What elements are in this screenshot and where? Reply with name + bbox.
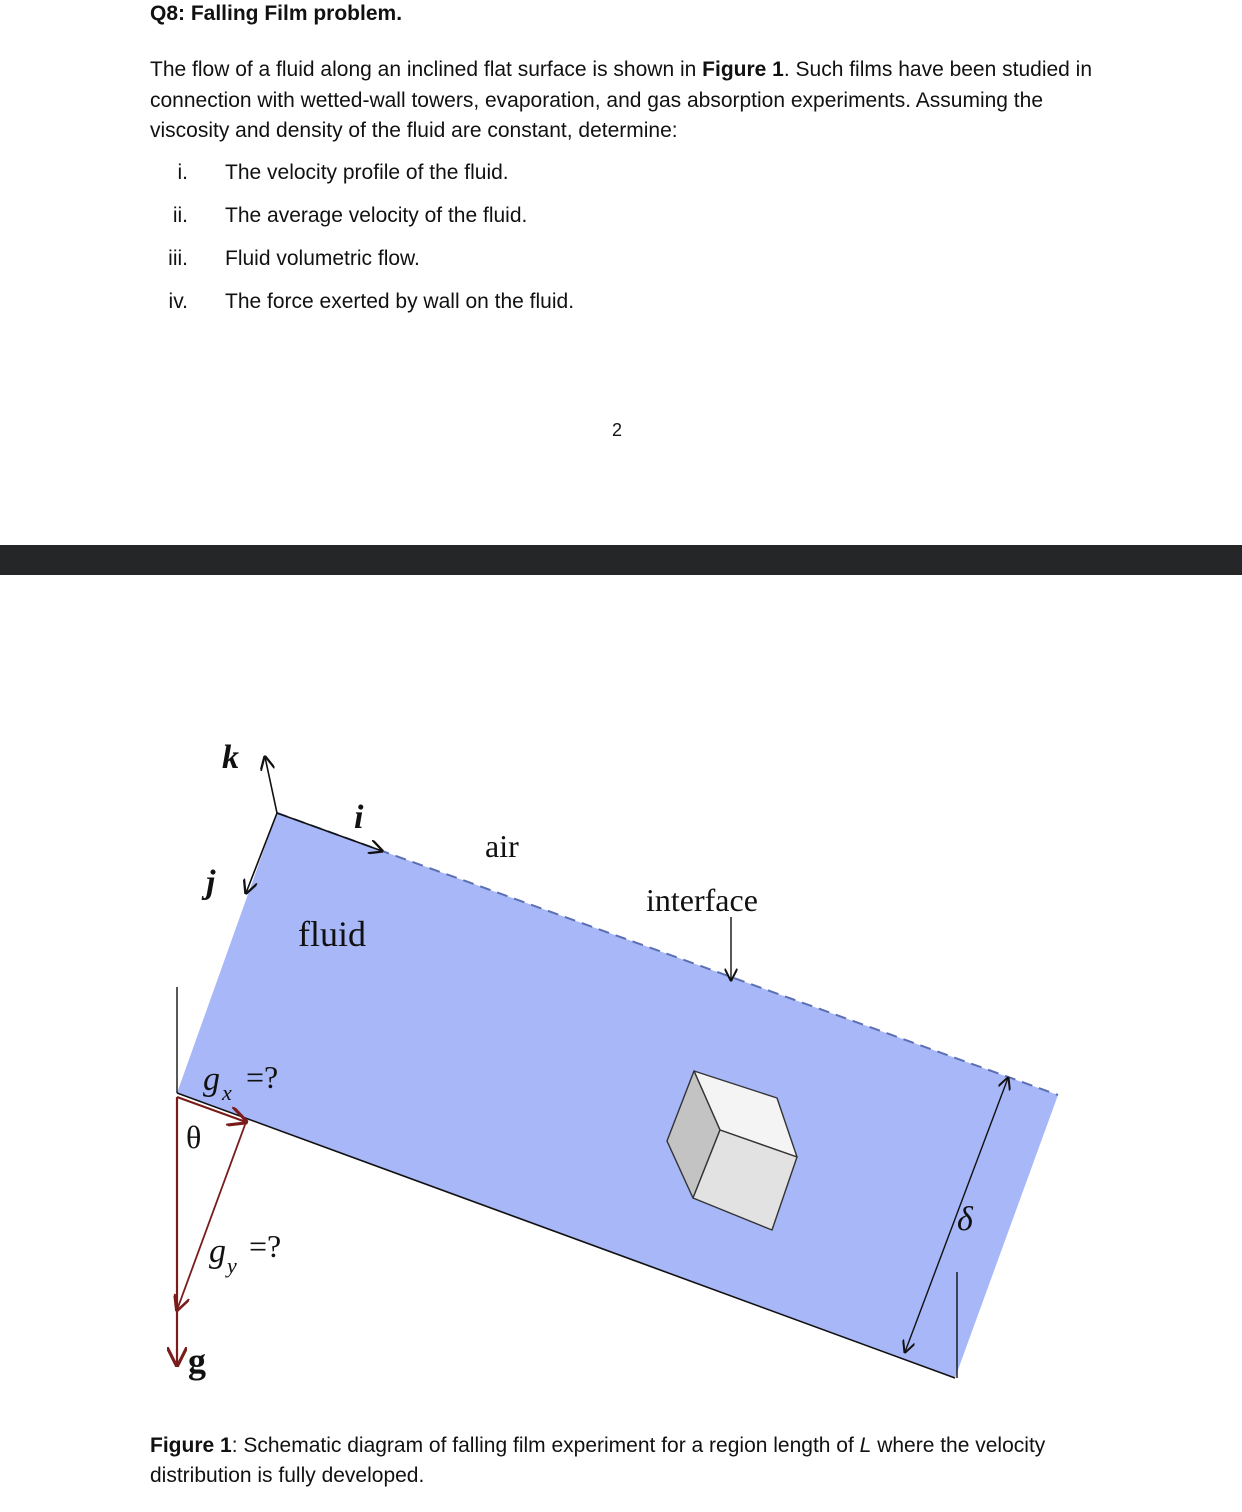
svg-text:=?: =? <box>249 1228 282 1264</box>
j-label: j <box>206 864 216 901</box>
fluid-label: fluid <box>298 914 366 954</box>
svg-text:x: x <box>222 1080 232 1105</box>
theta-label: θ <box>186 1119 202 1155</box>
k-label: k <box>222 739 239 776</box>
svg-text:g: g <box>209 1233 226 1270</box>
page-separator <box>0 545 1242 575</box>
caption-label: Figure 1 <box>150 1434 232 1457</box>
question-title: Q8: Falling Film problem. <box>150 2 403 25</box>
g-label: g <box>188 1341 206 1381</box>
falling-film-figure <box>0 575 1242 1425</box>
page-number: 2 <box>612 420 623 440</box>
air-label: air <box>485 828 519 864</box>
svg-text:y: y <box>227 1253 237 1278</box>
i-label: i <box>354 799 364 836</box>
question-intro: The flow of a fluid along an inclined flat surface is shown in Figure 1. Such films have been studied in connection with wetted-wall towers, evaporation, and gas absorption experiments. Assuming the viscosity and density of the fluid are constant, determine: <box>150 58 1093 142</box>
delta-label: δ <box>957 1201 973 1238</box>
gy-label <box>209 1228 281 1278</box>
svg-text:=?: =? <box>246 1059 279 1095</box>
interface-label: interface <box>646 882 758 918</box>
svg-text:g: g <box>203 1061 220 1098</box>
fluid-region <box>177 813 1058 1378</box>
figure-caption: Figure 1: Schematic diagram of falling film experiment for a region length of L where the velocity distribution is fully developed. <box>150 1434 1046 1487</box>
figure-reference: Figure 1 <box>702 58 784 81</box>
k-axis-arrow <box>265 757 277 813</box>
